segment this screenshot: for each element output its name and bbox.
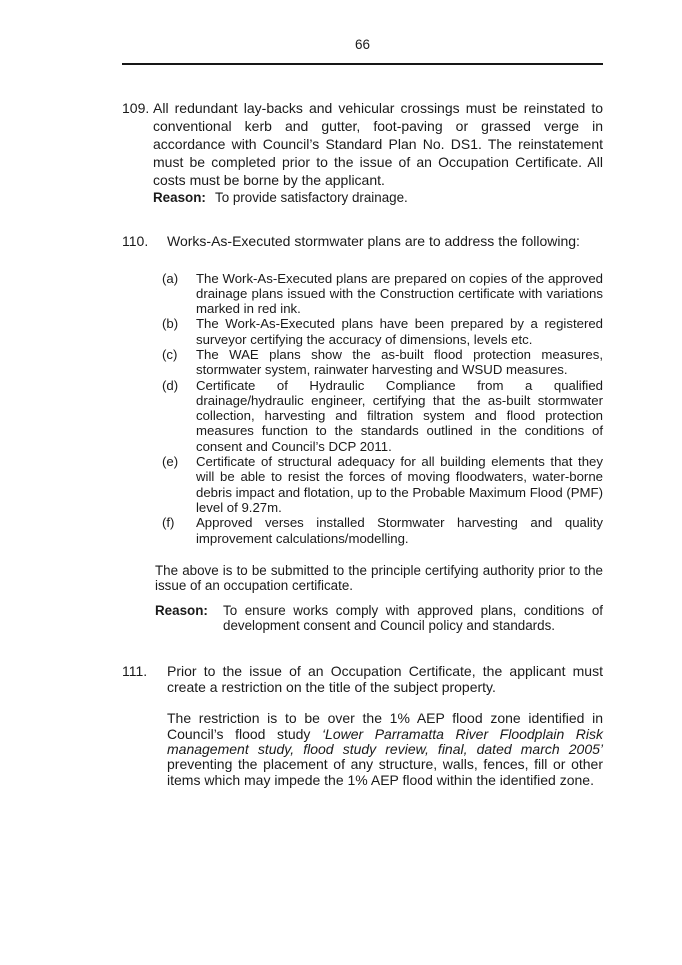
condition-109-number: 109. bbox=[122, 100, 150, 116]
subitem-e-text: Certificate of structural adequacy for all building elements that they will be able to resist the forces of moving floodwaters, water-borne debris impact and flotation, up to the Probable Maximum Flood (PMF) level of 9.27m. bbox=[196, 454, 603, 515]
condition-109-body: All redundant lay-backs and vehicular crossings must be reinstated to conventional kerb and gutter, foot-paving or grassed verge in accordance with Council’s Standard Plan No. DS1. The reinstatement must be completed prior to the issue of an Occupation Certificate. All costs must be borne by the applicant. bbox=[153, 100, 603, 188]
condition-111-body: Prior to the issue of an Occupation Certificate, the applicant must create a restriction on the title of the subject property. bbox=[167, 662, 603, 695]
condition-110-reason bbox=[122, 603, 603, 634]
subitem-e-letter: (e) bbox=[162, 454, 179, 470]
condition-111-restriction-paragraph bbox=[122, 711, 603, 787]
reason-label: Reason: bbox=[153, 190, 206, 205]
subitem-f bbox=[122, 515, 603, 546]
subitem-f-letter: (f) bbox=[162, 515, 175, 531]
condition-111 bbox=[122, 664, 603, 696]
subitem-d-text: Certificate of Hydraulic Compliance from a qualified drainage/hydraulic engineer, certifying that the as-built stormwater collection, harvesting and filtration system and flood protection measures function to the standards outlined in the conditions of consent and Council’s DCP 2011. bbox=[196, 377, 603, 454]
restriction-text-post: preventing the placement of any structure, walls, fences, fill or other items which may impede the 1% AEP flood within the identified zone. bbox=[167, 756, 603, 788]
subitem-b bbox=[122, 316, 603, 347]
page-content bbox=[122, 0, 603, 788]
condition-109 bbox=[122, 99, 603, 189]
header-rule bbox=[122, 63, 603, 65]
reason-text: To ensure works comply with approved plans, conditions of development consent and Council policy and standards. bbox=[223, 602, 603, 634]
condition-110-sublist bbox=[122, 271, 603, 546]
reason-label: Reason: bbox=[155, 602, 208, 618]
subitem-c-text: The WAE plans show the as-built flood protection measures, stormwater system, rainwater harvesting and WSUD measures. bbox=[196, 346, 603, 378]
subitem-d bbox=[122, 378, 603, 454]
condition-111-number: 111. bbox=[122, 662, 148, 679]
subitem-d-letter: (d) bbox=[162, 377, 179, 393]
reason-text: To provide satisfactory drainage. bbox=[215, 190, 408, 205]
subitem-b-text: The Work-As-Executed plans have been prepared by a registered surveyor certifying the accuracy of dimensions, levels etc. bbox=[196, 316, 603, 347]
condition-109-reason bbox=[122, 190, 603, 206]
condition-110-number: 110. bbox=[122, 232, 149, 249]
subitem-c-letter: (c) bbox=[162, 346, 178, 362]
page-number: 66 bbox=[354, 37, 371, 52]
subitem-f-text: Approved verses installed Stormwater harvesting and quality improvement calculations/modelling. bbox=[196, 515, 603, 546]
restriction-text-pre: The restriction is to be over the 1% AEP flood zone identified in Council’s flood study bbox=[167, 710, 603, 742]
subitem-a bbox=[122, 271, 603, 317]
condition-110 bbox=[122, 233, 603, 249]
subitem-b-letter: (b) bbox=[162, 316, 179, 332]
condition-110-closing-paragraph: The above is to be submitted to the principle certifying authority prior to the issue of an occupation certificate. bbox=[155, 562, 603, 594]
subitem-e bbox=[122, 454, 603, 515]
condition-110-heading: Works-As-Executed stormwater plans are to address the following: bbox=[167, 232, 580, 249]
subitem-c bbox=[122, 347, 603, 378]
subitem-a-text: The Work-As-Executed plans are prepared on copies of the approved drainage plans issued with the Construction certificate with variations marked in red ink. bbox=[196, 270, 603, 317]
subitem-a-letter: (a) bbox=[162, 270, 179, 286]
flood-study-title: ‘Lower Parramatta River Floodplain Risk management study, flood study review, final, dated march 2005’ bbox=[167, 725, 603, 758]
